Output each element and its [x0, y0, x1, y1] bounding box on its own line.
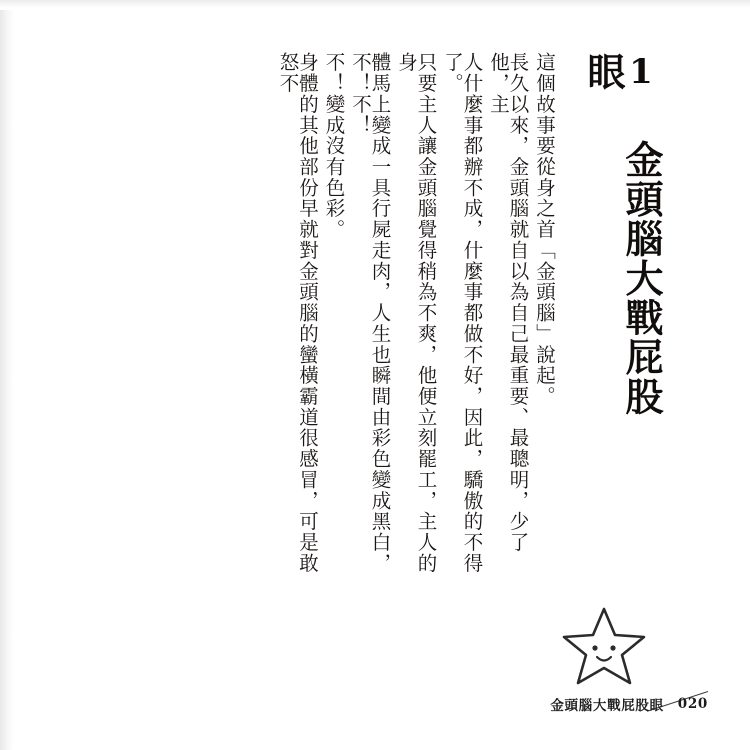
running-title: 金頭腦大戰屁股眼 — [550, 698, 664, 714]
body-column: 人什麼事都辦不成，什麼事都做不好，因此，驕傲的不得了。 — [441, 52, 484, 574]
body-column: 長久以來，金頭腦就自以為自己最重要、最聰明，少了他，主 — [487, 52, 530, 553]
chapter-number: 1 — [621, 52, 661, 94]
body-column: 這個故事要從身之首「金頭腦」說起。 — [533, 52, 556, 407]
star-face-icon — [552, 603, 662, 688]
body-column: 只要主人讓金頭腦覺得稍為不爽，他便立刻罷工，主人的身 — [395, 52, 438, 574]
body-column: 不！變成沒有色彩。 — [322, 52, 346, 240]
chapter-title-text: 金頭腦大戰屁股眼 — [581, 52, 664, 417]
page-footer — [550, 694, 708, 714]
vertical-text-body — [140, 52, 664, 612]
page-number: 020 — [677, 696, 708, 712]
chapter-heading — [581, 52, 664, 432]
page-edge-shadow-top — [0, 0, 750, 10]
body-column: 身體的其他部份早就對金頭腦的蠻橫霸道很感冒，可是敢怒不 — [276, 52, 319, 574]
body-column: 體馬上變成一具行屍走肉，人生也瞬間由彩色變成黑白，不！不！ — [349, 52, 392, 574]
page-edge-shadow-left — [0, 0, 14, 750]
